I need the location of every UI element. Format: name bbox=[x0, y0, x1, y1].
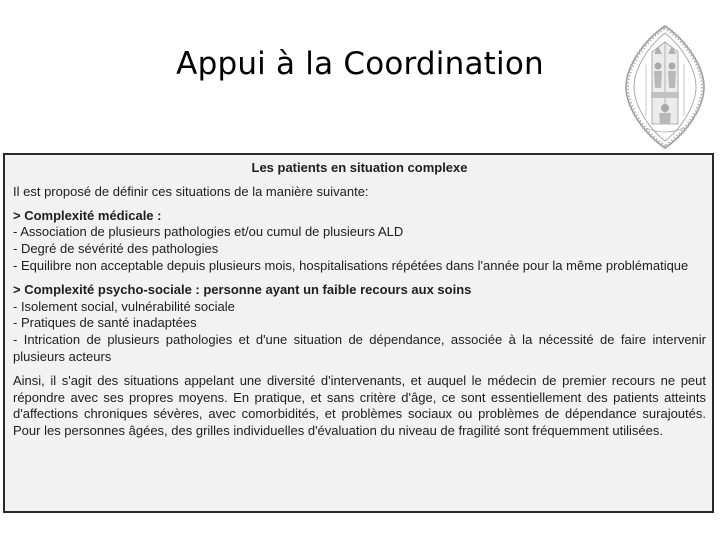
document-heading: Les patients en situation complexe bbox=[251, 160, 468, 175]
document-box bbox=[3, 153, 714, 513]
section-title: > Complexité psycho-sociale : personne ayant un faible recours aux soins bbox=[13, 281, 472, 297]
section-medical bbox=[13, 208, 706, 275]
list-item: - Degré de sévérité des pathologies bbox=[13, 241, 219, 257]
list-item: - Equilibre non acceptable depuis plusieurs mois, hospitalisations répétées dans l'année pour la même problématique bbox=[13, 257, 689, 273]
list-item: - Pratiques de santé inadaptées bbox=[13, 315, 197, 331]
section-psycho-social bbox=[13, 282, 706, 366]
list-item: - Association de plusieurs pathologies et/ou cumul de plusieurs ALD bbox=[13, 224, 404, 240]
list-item: - Intrication de plusieurs pathologies et d'une situation de dépendance, associée à la nécessité de faire intervenir plusieurs acteurs bbox=[13, 332, 706, 364]
slide-title: Appui à la Coordination bbox=[176, 46, 544, 82]
list-item: - Isolement social, vulnérabilité sociale bbox=[13, 298, 235, 314]
seal-icon bbox=[624, 24, 706, 150]
closing-paragraph: Ainsi, il s'agit des situations appelant une diversité d'intervenants, et auquel le médecin de premier recours ne peut répondre avec ses propres moyens. En pratique, et sans critère d'âge, ce sont essentiellement des patients atteints d'affections chroniques sévères, avec comorbidités, et problèmes sociaux ou problèmes de dépendance surajoutés. Pour les personnes âgées, des grilles individuelles d'évaluation du niveau de fragilité sont fréquemment utilisées. bbox=[13, 372, 706, 439]
section-title: > Complexité médicale : bbox=[13, 207, 162, 223]
document-intro: Il est proposé de définir ces situations de la manière suivante: bbox=[13, 183, 369, 199]
